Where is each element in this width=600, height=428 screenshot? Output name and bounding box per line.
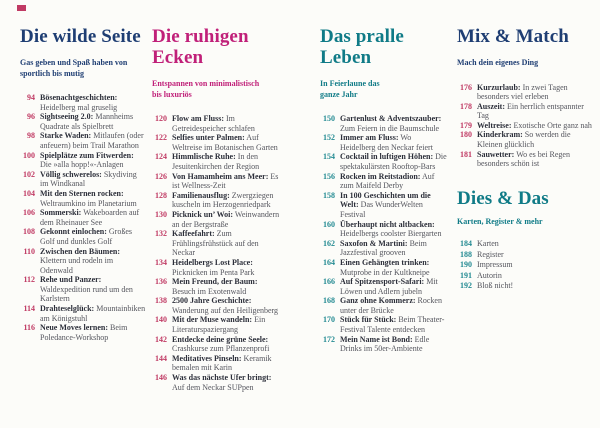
entry-label: Gekonnt einlochen: [40, 227, 107, 237]
entry-text [340, 335, 448, 354]
entry-label: Picknick un’ Woi: [172, 209, 234, 219]
entry-desc: Impressum [477, 260, 513, 270]
entry-desc: Autorin [477, 270, 502, 280]
entry-desc: In den Jesuitenkirchen der Region [172, 152, 260, 171]
toc-entry [20, 189, 147, 208]
section-subtitle: Karten, Register & mehr [457, 216, 543, 226]
entry-text [340, 220, 448, 239]
entry-desc: Zwergziegen kuscheln im Herzogenriedpark [172, 190, 274, 210]
toc-entry [152, 152, 280, 171]
entry-page-number: 98 [27, 131, 35, 141]
entry-text [172, 229, 280, 258]
entry-label: Bösenachtgeschichten: [40, 93, 118, 102]
entry-label: Saxofon & Martini: [340, 238, 408, 248]
entry-page-number: 94 [27, 93, 35, 102]
toc-entry [152, 335, 280, 354]
entry-text [172, 152, 280, 171]
entry-label: Mein Name ist Bond: [340, 334, 413, 344]
entry-desc: Karten [477, 239, 499, 249]
entry-page-number: 180 [460, 130, 472, 140]
toc-entry [320, 133, 448, 152]
entry-page-number: 126 [155, 171, 167, 181]
entry-label: Einen Gehängten trinken: [340, 257, 430, 267]
toc-entry [20, 93, 147, 112]
entry-page-number: 158 [323, 190, 335, 200]
toc-entry [457, 121, 595, 131]
entry-page-number: 96 [27, 112, 35, 122]
entry-text [40, 189, 147, 208]
entry-page-number: 104 [23, 188, 35, 198]
entry-text [40, 131, 147, 150]
entry-text [40, 275, 147, 304]
section-dies-und-das [457, 188, 595, 292]
toc-entry [457, 281, 595, 292]
entry-page-number: 154 [323, 152, 335, 162]
entry-text [40, 247, 147, 276]
section-subtitle: Mach dein eigenes Ding [457, 58, 539, 67]
entry-text [477, 121, 592, 131]
toc-entry [320, 152, 448, 171]
entry-text [172, 133, 280, 152]
entry-label: Sightseeing 2.0: [40, 112, 94, 122]
section-subtitle: Gas geben und Spaß haben von sportlich bis mutig [20, 58, 128, 78]
entry-page-number: 108 [23, 227, 35, 237]
toc-entry [320, 335, 448, 354]
entry-label: Neue Moves lernen: [40, 323, 108, 333]
entry-label: Spielplätze zum Fitwerden: [40, 150, 134, 160]
entry-desc: Auf dem Neckar SUPpen [172, 382, 254, 392]
entry-label: Heidelbergs Lost Place: [172, 257, 253, 267]
entry-page-number: 188 [460, 249, 472, 259]
entry-text [40, 323, 147, 342]
entry-desc: Das WunderWelten Festival [340, 200, 423, 219]
entry-label: Rehe und Panzer: [40, 275, 102, 285]
entry-desc: Zum Frühlingsfrühstück auf den Neckar [172, 229, 259, 258]
entry-desc: Die »alla hopp!«-Anlagen [40, 160, 124, 170]
entry-page-number: 112 [23, 275, 35, 285]
toc-entry [320, 315, 448, 334]
entry-desc: In zwei Tagen besonders viel erleben [477, 82, 568, 102]
entry-desc: Beim Jazzfestival grooven [340, 238, 427, 258]
entry-desc: Bloß nicht! [477, 281, 514, 291]
entry-text [172, 373, 280, 392]
entry-label: In 100 Geschichten um die Welt: [340, 190, 431, 210]
toc-entry [457, 271, 595, 282]
entry-desc: Heidelbergs coolster Biergarten [340, 229, 442, 239]
entry-desc: Mutprobe in der Kultkneipe [340, 267, 430, 277]
entry-text [172, 210, 280, 229]
toc-entry [457, 83, 595, 102]
entry-text [172, 296, 280, 315]
toc-entry [152, 210, 280, 229]
section-subtitle: Entspannen von minimalistisch bis luxuriös [152, 79, 260, 99]
entry-text [477, 150, 595, 169]
entry-desc: Wo es bei Regen besonders schön ist [477, 149, 570, 169]
toc-entry [20, 275, 147, 304]
entry-page-number: 134 [155, 257, 167, 267]
entry-page-number: 136 [155, 277, 167, 287]
entry-text [172, 114, 280, 133]
toc-entry [320, 172, 448, 191]
entry-label: Von Hamamheim ans Meer: [172, 171, 269, 181]
entry-text [340, 315, 448, 334]
entry-page-number: 114 [23, 304, 35, 314]
entry-page-number: 162 [323, 238, 335, 248]
toc-entry [20, 151, 147, 170]
entry-label: Überhaupt nicht altbacken: [340, 219, 435, 229]
entry-page-number: 146 [155, 373, 167, 383]
entry-desc: Ein Literaturspaziergang [172, 315, 266, 335]
entry-label: Gartenlust & Adventszauber: [340, 114, 442, 123]
entry-text [172, 191, 280, 210]
section-title: Dies & Das [457, 187, 549, 209]
entry-label: Weltreise: [477, 120, 512, 130]
entry-desc: Weltraumkino im Planetarium [40, 198, 137, 208]
entry-text [477, 130, 595, 149]
entry-page-number: 140 [155, 315, 167, 325]
entry-text [40, 170, 147, 189]
entry-desc: Es ist Wellness-Zeit [172, 171, 279, 191]
entry-page-number: 190 [460, 260, 472, 270]
entry-text [340, 239, 448, 258]
toc-entry-list [20, 93, 147, 342]
entry-page-number: 102 [23, 169, 35, 179]
entry-page-number: 178 [460, 101, 472, 111]
entry-text [172, 335, 280, 354]
entry-label: Sommerski: [40, 208, 82, 218]
toc-entry [457, 260, 595, 271]
entry-label: Sauwetter: [477, 149, 515, 159]
entry-text [340, 296, 448, 315]
entry-page-number: 191 [460, 270, 472, 280]
entry-label: Drahteselglück: [40, 304, 95, 314]
toc-entry [320, 114, 448, 133]
entry-desc: Crashkurse zum Pflanzenprofi [172, 344, 270, 354]
entry-desc: Keramik bemalen mit Karin [172, 353, 272, 373]
entry-label: Familienausflug: [172, 190, 230, 200]
entry-page-number: 106 [23, 208, 35, 218]
entry-text [40, 151, 147, 170]
toc-entry [457, 239, 595, 250]
section-title: Die wilde Seite [20, 26, 141, 47]
toc-entry [320, 239, 448, 258]
entry-text [340, 114, 448, 133]
entry-desc: Edle Drinks im 50er-Ambiente [340, 334, 430, 354]
toc-entry [320, 258, 448, 277]
toc-entry [152, 133, 280, 152]
entry-desc: So werden die Kleinen glücklich [477, 130, 571, 150]
entry-label: Flow am Fluss: [172, 114, 224, 123]
entry-text [340, 191, 448, 220]
entry-page-number: 176 [460, 82, 472, 92]
toc-entry [320, 191, 448, 220]
toc-entry [20, 247, 147, 276]
entry-page-number: 124 [155, 152, 167, 162]
entry-page-number: 116 [23, 323, 35, 333]
entry-desc: Zum Feiern in die Baumschule [340, 123, 440, 133]
entry-label: Mein Freund, der Baum: [172, 277, 258, 287]
entry-desc: Mit Löwen und Adlern jubeln [340, 277, 438, 296]
entry-text [40, 227, 147, 246]
entry-desc: Skydiving im Windkanal [40, 169, 137, 189]
toc-entry [152, 114, 280, 133]
entry-page-number: 120 [155, 114, 167, 123]
toc-entry [152, 373, 280, 392]
entry-label: Stück für Stück: [340, 315, 397, 325]
section-title: Die ruhigen Ecken [152, 26, 249, 68]
entry-desc: Wanderung auf den Heiligenberg [172, 305, 279, 315]
entry-label: Himmlische Ruhe: [172, 152, 236, 162]
toc-entry [20, 131, 147, 150]
entry-label: Mit den Sternen rocken: [40, 188, 124, 198]
section-die-ruhigen-ecken [152, 26, 280, 392]
entry-desc: Auf Weltreise im Botanischen Garten [172, 133, 278, 152]
entry-desc: Weinwandern an der Bergstraße [172, 209, 280, 229]
toc-entry [152, 229, 280, 258]
entry-text [172, 258, 280, 277]
section-das-pralle-leben [320, 26, 448, 354]
entry-page-number: 128 [155, 190, 167, 200]
entry-label: Selfies unter Palmen: [172, 133, 245, 143]
entry-desc: Exotische Orte ganz nah [513, 120, 592, 130]
entry-text [172, 354, 280, 373]
section-die-wilde-seite [20, 26, 147, 342]
entry-label: Rocken im Reitstadion: [340, 171, 421, 181]
entry-text [40, 93, 147, 112]
entry-desc: Ein herrlich entspannter Tag [477, 101, 584, 121]
toc-entry [20, 323, 147, 342]
entry-page-number: 152 [323, 133, 335, 143]
entry-page-number: 142 [155, 334, 167, 344]
entry-desc: Mountainbiken am Königstuhl [40, 304, 146, 323]
entry-page-number: 144 [155, 353, 167, 363]
entry-text [172, 172, 280, 191]
toc-entry [20, 112, 147, 131]
entry-page-number: 160 [323, 219, 335, 229]
entry-desc: Klettern und rodeln im Odenwald [40, 256, 114, 275]
entry-label: Völlig schwerelos: [40, 169, 102, 179]
entry-desc: Wakeboarden auf dem Rheinauer See [40, 208, 140, 227]
entry-desc: Die spektakulärsten Rooftop-Bars [340, 152, 447, 171]
toc-entry [457, 150, 595, 169]
entry-page-number: 110 [23, 246, 35, 256]
entry-desc: Heidelberg mal gruselig [40, 102, 118, 112]
toc-entry [152, 277, 280, 296]
entry-page-number: 192 [460, 281, 472, 291]
entry-label: Kaffeefahrt: [172, 229, 215, 239]
toc-entry [152, 191, 280, 210]
toc-entry [457, 130, 595, 149]
entry-text [340, 152, 448, 171]
entry-label: Zwischen den Bäumen: [40, 246, 121, 256]
entry-desc: Beim Poledance-Workshop [40, 323, 128, 342]
section-mix-und-match [457, 26, 595, 292]
entry-page-number: 181 [460, 149, 472, 159]
entry-label: Auszeit: [477, 101, 505, 111]
entry-text [40, 208, 147, 227]
toc-entry [320, 277, 448, 296]
section-title: Mix & Match [457, 26, 569, 47]
entry-page-number: 138 [155, 296, 167, 306]
entry-page-number: 150 [323, 114, 335, 123]
section-title: Das pralle Leben [320, 26, 404, 68]
toc-entry [152, 354, 280, 373]
entry-label: Meditatives Pinseln: [172, 353, 242, 363]
entry-text [340, 258, 448, 277]
entry-desc: Auf zum Maifeld Derby [340, 171, 435, 191]
entry-label: Entdecke deine grüne Seele: [172, 334, 269, 344]
entry-text [40, 304, 147, 323]
toc-entry [457, 102, 595, 121]
entry-desc: Mannheims Quadrate als Spielbrett [40, 112, 134, 131]
entry-text [340, 133, 448, 152]
toc-entry [152, 258, 280, 277]
entry-text [172, 315, 280, 334]
section-subtitle: In Feierlaune das ganze Jahr [320, 79, 380, 99]
entry-page-number: 164 [323, 257, 335, 267]
toc-entry [152, 296, 280, 315]
toc-entry [320, 220, 448, 239]
entry-desc: Wo Heidelberg den Neckar feiert [340, 133, 433, 152]
entry-page-number: 130 [155, 209, 167, 219]
entry-desc: Register [477, 249, 504, 259]
entry-label: Was das nächste Ufer bringt: [172, 373, 272, 383]
entry-text [477, 102, 595, 121]
entry-desc: Rocken unter der Brücke [340, 296, 442, 315]
toc-entry [320, 296, 448, 315]
entry-label: Ganz ohne Kommerz: [340, 296, 416, 306]
entry-label: Auf Spitzensport-Safari: [340, 277, 425, 287]
toc-entry [20, 170, 147, 189]
entry-page-number: 170 [323, 315, 335, 325]
entry-label: Immer am Fluss: [340, 133, 399, 143]
entry-desc: Waldexpedition rund um den Karlstern [40, 284, 133, 304]
toc-entry [20, 208, 147, 227]
entry-label: Mit der Muse wandeln: [172, 315, 253, 325]
entry-text [340, 277, 448, 296]
entry-page-number: 172 [323, 334, 335, 344]
entry-desc: Im Getreidespeicher schlafen [172, 114, 255, 133]
entry-desc: Besuch im Exotenwald [172, 286, 247, 296]
toc-entry-list [457, 83, 595, 169]
entry-label: Kinderkram: [477, 130, 523, 140]
entry-text [40, 112, 147, 131]
entry-desc: Mitlaufen (oder anfeuern) beim Trail Marathon [40, 131, 144, 150]
entry-text [172, 277, 280, 296]
entry-label: 2500 Jahre Geschichte: [172, 296, 252, 306]
toc-entry [457, 250, 595, 261]
entry-label: Kurzurlaub: [477, 82, 521, 92]
entry-desc: Großes Golf und dunkles Golf [40, 227, 133, 246]
entry-page-number: 166 [323, 277, 335, 287]
entry-page-number: 156 [323, 171, 335, 181]
toc-entry [20, 227, 147, 246]
entry-label: Cocktail in luftigen Höhen: [340, 152, 434, 162]
page-corner-mark [17, 5, 26, 11]
entry-page-number: 179 [460, 120, 472, 130]
entry-label: Starke Waden: [40, 131, 92, 141]
entry-page-number: 132 [155, 229, 167, 239]
entry-text [340, 172, 448, 191]
toc-entry-list [457, 239, 595, 292]
toc-entry [20, 304, 147, 323]
toc-entry-list [152, 114, 280, 392]
entry-page-number: 184 [460, 239, 472, 249]
entry-page-number: 168 [323, 296, 335, 306]
entry-page-number: 100 [23, 150, 35, 160]
entry-desc: Picknicken im Penta Park [172, 267, 255, 277]
toc-entry-list [320, 114, 448, 354]
toc-entry [152, 315, 280, 334]
entry-page-number: 122 [155, 133, 167, 143]
entry-desc: Beim Theater-Festival Talente entdecken [340, 315, 445, 335]
toc-entry [152, 172, 280, 191]
entry-text [477, 83, 595, 102]
